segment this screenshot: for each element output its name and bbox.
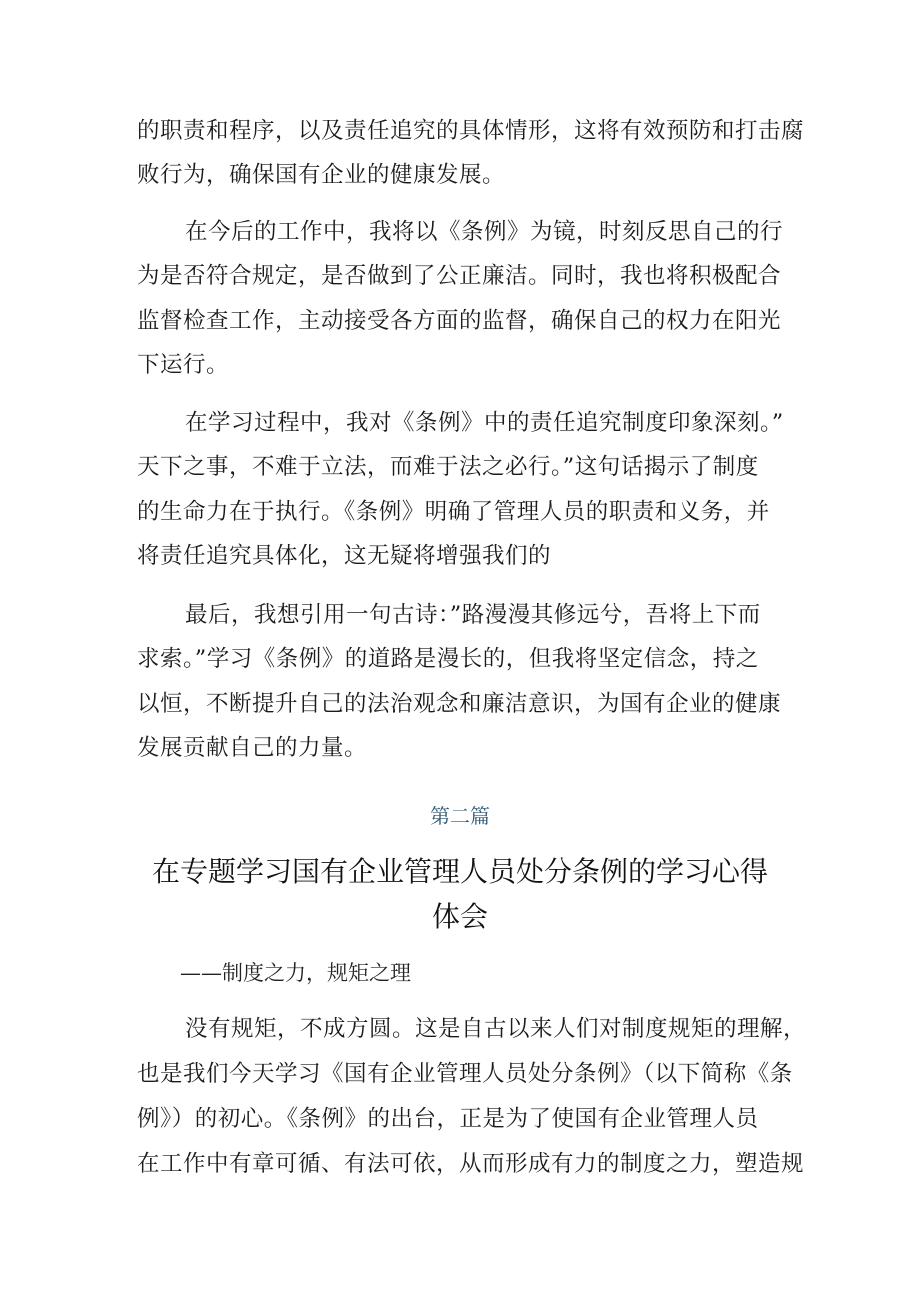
paragraph-3-line-2: 天下之事，不难于立法，而难于法之必行。”这句话揭示了制度 — [137, 454, 759, 480]
paragraph-2-line-3: 监督检查工作，主动接受各方面的监督，确保自己的权力在阳光 — [137, 308, 782, 334]
paragraph-4-line-1: 最后，我想引用一句古诗：”路漫漫其修远兮，吾将上下而 — [185, 602, 761, 628]
paragraph-2-line-4: 下运行。 — [137, 352, 230, 378]
article-title-line-1: 在专题学习国有企业管理人员处分条例的学习心得 — [151, 855, 768, 888]
paragraph-3-line-4: 将责任追究具体化，这无疑将增强我们的 — [137, 543, 552, 569]
paragraph-4-line-3: 以恒，不断提升自己的法治观念和廉洁意识，为国有企业的健康 — [137, 691, 782, 717]
article-title-line-2: 体会 — [431, 900, 488, 933]
section-label: 第二篇 — [430, 804, 490, 828]
paragraph-3-line-3: 的生命力在于执行。《条例》明确了管理人员的职责和义务，并 — [137, 499, 770, 525]
article-subtitle: ——制度之力，规矩之理 — [180, 961, 411, 985]
paragraph-3-line-1: 在学习过程中，我对《条例》中的责任追究制度印象深刻。” — [185, 410, 784, 436]
paragraph-4-line-2: 求索。”学习《条例》的道路是漫长的，但我将坚定信念，持之 — [137, 646, 759, 672]
paragraph-5-line-3: 例》）的初心。《条例》的出台，正是为了使国有企业管理人员 — [137, 1106, 759, 1132]
paragraph-4-line-4: 发展贡献自己的力量。 — [137, 735, 368, 761]
paragraph-2-line-1: 在今后的工作中，我将以《条例》为镜，时刻反思自己的行 — [185, 219, 784, 245]
paragraph-5-line-1: 没有规矩，不成方圆。这是自古以来人们对制度规矩的理解， — [185, 1016, 807, 1042]
paragraph-2-line-2: 为是否符合规定，是否做到了公正廉洁。同时，我也将积极配合 — [137, 263, 782, 289]
paragraph-1-line-2: 败行为，确保国有企业的健康发展。 — [137, 162, 506, 188]
paragraph-1-line-1: 的职责和程序，以及责任追究的具体情形，这将有效预防和打击腐 — [137, 118, 805, 144]
paragraph-5-line-4: 在工作中有章可循、有法可依，从而形成有力的制度之力，塑造规 — [137, 1151, 805, 1177]
paragraph-5-line-2: 也是我们今天学习《国有企业管理人员处分条例》（以下简称《条 — [137, 1061, 793, 1087]
